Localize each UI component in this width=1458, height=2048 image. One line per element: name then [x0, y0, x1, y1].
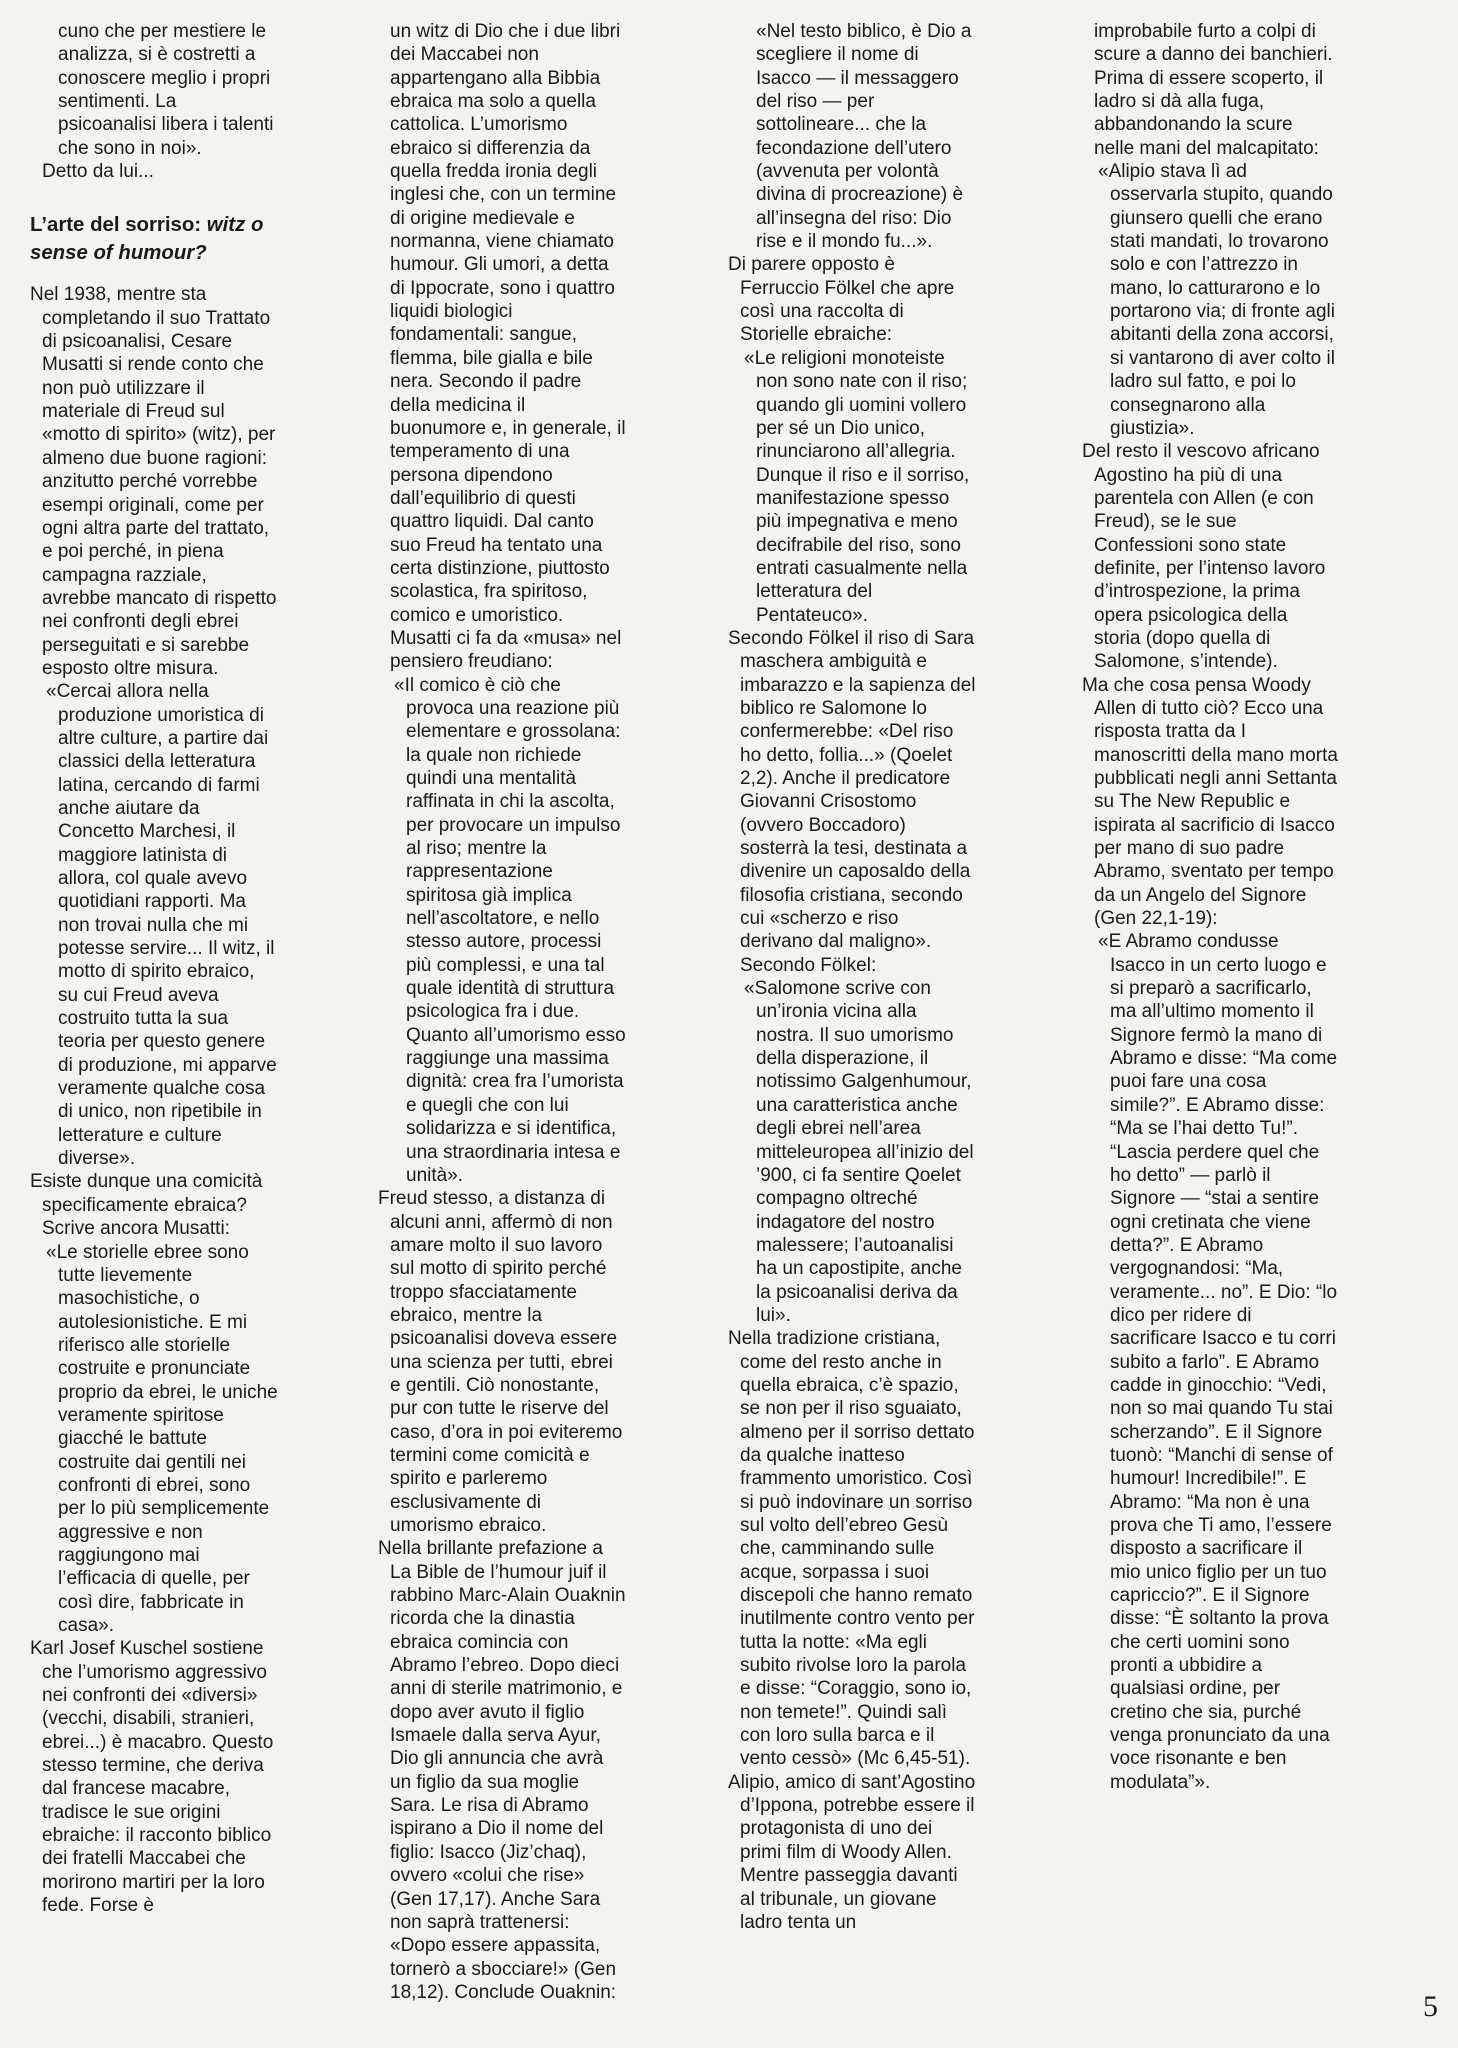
quote-paragraph: «Cercai allora nella produzione umoristica di altre culture, a partire dai classici della letteratura latina, cercando di farmi anche aiutare da Concetto Marchesi, il maggiore latinista di allora, col quale avevo quotidiani rapporti. Ma non trovai nulla che mi potesse servire... Il witz, il motto di spirito ebraico, su cui Freud aveva costruito tutta la sua teoria per questo genere di produzione, mi apparve veramente qualche cosa di unico, non ripetibile in letterature e culture diverse». — [46, 681, 277, 1170]
text-column-1 — [30, 20, 278, 1917]
paragraph: Nella brillante prefazione a La Bible de l’humour juif il rabbino Marc-Alain Ouaknin ricorda che la dinastia ebraica comincia con Abramo l’ebreo. Dopo dieci anni di sterile matrimonio, e dopo aver avuto il figlio Ismaele dalla serva Ayur, Dio gli annuncia che avrà un figlio da sua moglie Sara. Le risa di Abramo ispirano a Dio il nome del figlio: Isacco (Jiz’chaq), ovvero «colui che rise» (Gen 17,17). Anche Sara non saprà trattenersi: «Dopo essere appassita, tornerò a sbocciare!» (Gen 18,12). Conclude Ouaknin: — [378, 1538, 626, 2003]
quote-paragraph: «Salomone scrive con un’ironia vicina alla nostra. Il suo umorismo della disperazione, il notissimo Galgenhumour, una caratteristica anche degli ebrei nell’area mitteleuropea all’inizio del ’900, ci fa sentire Qoelet compagno oltreché indagatore del nostro malessere; l’autoanalisi ha un capostipite, anche la psicoanalisi deriva da lui». — [744, 978, 974, 1326]
text-column-3 — [728, 20, 976, 1934]
quote-paragraph: «E Abramo condusse Isacco in un certo luogo e si preparò a sacrificarlo, ma all’ultimo momento il Signore fermò la mano di Abramo e disse: “Ma come puoi fare una cosa simile?”. E Abramo disse: “Ma se l’hai detto Tu!”. “Lascia perdere quel che ho detto” — parlò il Signore — “stai a sentire ogni cretinata che viene detta?”. E Abramo vergognandosi: “Ma, veramente... no”. E Dio: “lo dico per ridere di sacrificare Isacco e tu corri subito a farlo”. E Abramo cadde in ginocchio: “Vedi, non so mai quando Tu stai scherzando”. E il Signore tuonò: “Manchi di sense of humour! Incredibile!”. E Abramo: “Ma non è una prova che Ti amo, l’essere disposto a sacrificare il mio unico figlio per un tuo capriccio?”. E il Signore disse: “È soltanto la prova che certi uomini sono pronti a ubbidire a qualsiasi ordine, per cretino che sia, purché venga pronunciato da una voce risonante e ben modulata”». — [1098, 931, 1338, 1793]
page-number: 5 — [1423, 1990, 1438, 2023]
quote-paragraph: «Le storielle ebree sono tutte lievemente masochistiche, o autolesionistiche. E mi riferisco alle storielle costruite e pronunciate proprio da ebrei, le uniche veramente spiritose giacché le battute costruite dai gentili nei confronti di ebrei, sono per lo più semplicemente aggressive e non raggiungono mai l’efficacia di quelle, per così dire, fabbricate in casa». — [46, 1241, 278, 1636]
section-heading: L’arte del sorriso: witz o sense of humour? — [30, 214, 264, 265]
paragraph: Ma che cosa pensa Woody Allen di tutto ciò? Ecco una risposta tratta da I manoscritti della mano morta pubblicati negli anni Settanta su The New Republic e ispirata al sacrificio di Isacco per mano di suo padre Abramo, sventato per tempo da un Angelo del Signore (Gen 22,1-19): — [1082, 674, 1338, 930]
quote-paragraph: «Nel testo biblico, è Dio a scegliere il nome di Isacco — il messaggero del riso — per sottolineare... che la fecondazione dell’utero (avvenuta per volontà divina di procreazione) è all’insegna del riso: Dio rise e il mondo fu...». — [756, 21, 972, 253]
paragraph: Di parere opposto è Ferruccio Fölkel che apre così una raccolta di Storielle ebraiche: — [728, 254, 955, 346]
text-column-2 — [378, 20, 626, 2004]
paragraph: Karl Josef Kuschel sostiene che l’umorismo aggressivo nei confronti dei «diversi» (vecchi, disabili, stranieri, ebrei...) è macabro. Questo stesso termine, che deriva dal francese macabre, tradisce le sue origini ebraiche: il racconto biblico dei fratelli Maccabei che morirono martiri per la loro fede. Forse è — [30, 1638, 274, 1917]
paragraph: improbabile furto a colpi di scure a danno dei banchieri. Prima di essere scoperto, il ladro si dà alla fuga, abbandonando la scure nelle mani del malcapitato: — [1094, 21, 1333, 159]
text-column-4 — [1082, 20, 1338, 1794]
paragraph: Detto da lui... — [42, 161, 154, 183]
paragraph: Esiste dunque una comicità specificamente ebraica? Scrive ancora Musatti: — [30, 1171, 263, 1240]
quote-paragraph: «Alipio stava lì ad osservarla stupito, quando giunsero quelli che erano stati mandati, lo trovarono solo e con l’attrezzo in mano, lo catturarono e lo portarono via; di fronte agli abitanti della zona accorsi, si vantarono di aver colto il ladro sul fatto, e poi lo consegnarono alla giustizia». — [1098, 161, 1335, 439]
quote-paragraph: «Le religioni monoteiste non sono nate con il riso; quando gli uomini vollero per sé un Dio unico, rinunciarono all’allegria. Dunque il riso e il sorriso, manifestazione spesso più impegnativa e meno decifrabile del riso, sono entrati casualmente nella letteratura del Pentateuco». — [744, 347, 970, 626]
quote-paragraph: «Il comico è ciò che provoca una reazione più elementare e grossolana: la quale non richiede quindi una mentalità raffinata in chi la ascolta, per provocare un impulso al riso; mentre la rappresentazione spiritosa già implica nell’ascoltatore, e nello stesso autore, processi più complessi, e una tal quale identità di struttura psicologica fra i due. Quanto all’umorismo esso raggiunge una massima dignità: crea fra l’umorista e quegli che con lui solidarizza e si identifica, una straordinaria intesa e unità». — [394, 674, 626, 1186]
paragraph: Freud stesso, a distanza di alcuni anni, affermò di non amare molto il suo lavoro sul motto di spirito perché troppo sfacciatamente ebraico, mentre la psicoanalisi doveva essere una scienza per tutti, ebrei e gentili. Ciò nonostante, pur con tutte le riserve del caso, d’ora in poi eviteremo termini come comicità e spirito e parleremo esclusivamente di umorismo ebraico. — [378, 1188, 623, 1536]
paragraph: un witz di Dio che i due libri dei Maccabei non appartengano alla Bibbia ebraica ma solo a quella cattolica. L’umorismo ebraico si differenzia da quella fredda ironia degli inglesi che, con un termine di origine medievale e normanna, viene chiamato humour. Gli umori, a detta di Ippocrate, sono i quattro liquidi biologici fondamentali: sangue, flemma, bile gialla e bile nera. Secondo il padre della medicina il buonumore e, in generale, il temperamento di una persona dipendono dall’equilibrio di questi quattro liquidi. Dal canto suo Freud ha tentato una certa distinzione, piuttosto scolastica, fra spiritoso, comico e umoristico. Musatti ci fa da «musa» nel pensiero freudiano: — [390, 21, 626, 673]
paragraph: Alipio, amico di sant’Agostino d’Ippona, potrebbe essere il protagonista di uno dei primi film di Woody Allen. Mentre passeggia davanti al tribunale, un giovane ladro tenta un — [728, 1771, 976, 1933]
paragraph: Del resto il vescovo africano Agostino ha più di una parentela con Allen (e con Freud), se le sue Confessioni sono state definite, per l’intenso lavoro d’introspezione, la prima opera psicologica della storia (dopo quella di Salomone, s’intende). — [1082, 441, 1326, 673]
paragraph: Nella tradizione cristiana, come del resto anche in quella ebraica, c’è spazio, se non per il riso sguaiato, almeno per il sorriso dettato da qualche inatteso frammento umoristico. Così si può indovinare un sorriso sul volto dell’ebreo Gesù che, camminando sulle acque, sorpassa i suoi discepoli che hanno remato inutilmente contro vento per tutta la notte: «Ma egli subito rivolse loro la parola e disse: “Coraggio, sono io, non temete!”. Quindi salì con loro sulla barca e il vento cessò» (Mc 6,45-51). — [728, 1328, 975, 1770]
quote-paragraph: cuno che per mestiere le analizza, si è costretti a conoscere meglio i propri sentimenti. La psicoanalisi libera i talenti che sono in noi». — [58, 21, 274, 159]
paragraph: Secondo Fölkel il riso di Sara maschera ambiguità e imbarazzo e la sapienza del biblico re Salomone lo confermerebbe: «Del riso ho detto, follia...» (Qoelet 2,2). Anche il predicatore Giovanni Crisostomo (ovvero Boccadoro) sosterrà la tesi, destinata a divenire un caposaldo della filosofia cristiana, secondo cui «scherzo e riso derivano dal maligno». Secondo Fölkel: — [728, 627, 976, 976]
paragraph: Nel 1938, mentre sta completando il suo Trattato di psicoanalisi, Cesare Musatti si rende conto che non può utilizzare il materiale di Freud sul «motto di spirito» (witz), per almeno due buone ragioni: anzitutto perché vorrebbe esempi originali, come per ogni altra parte del trattato, e poi perché, in piena campagna razziale, avrebbe mancato di rispetto nei confronti degli ebrei perseguitati e si sarebbe esposto oltre misura. — [30, 284, 277, 679]
